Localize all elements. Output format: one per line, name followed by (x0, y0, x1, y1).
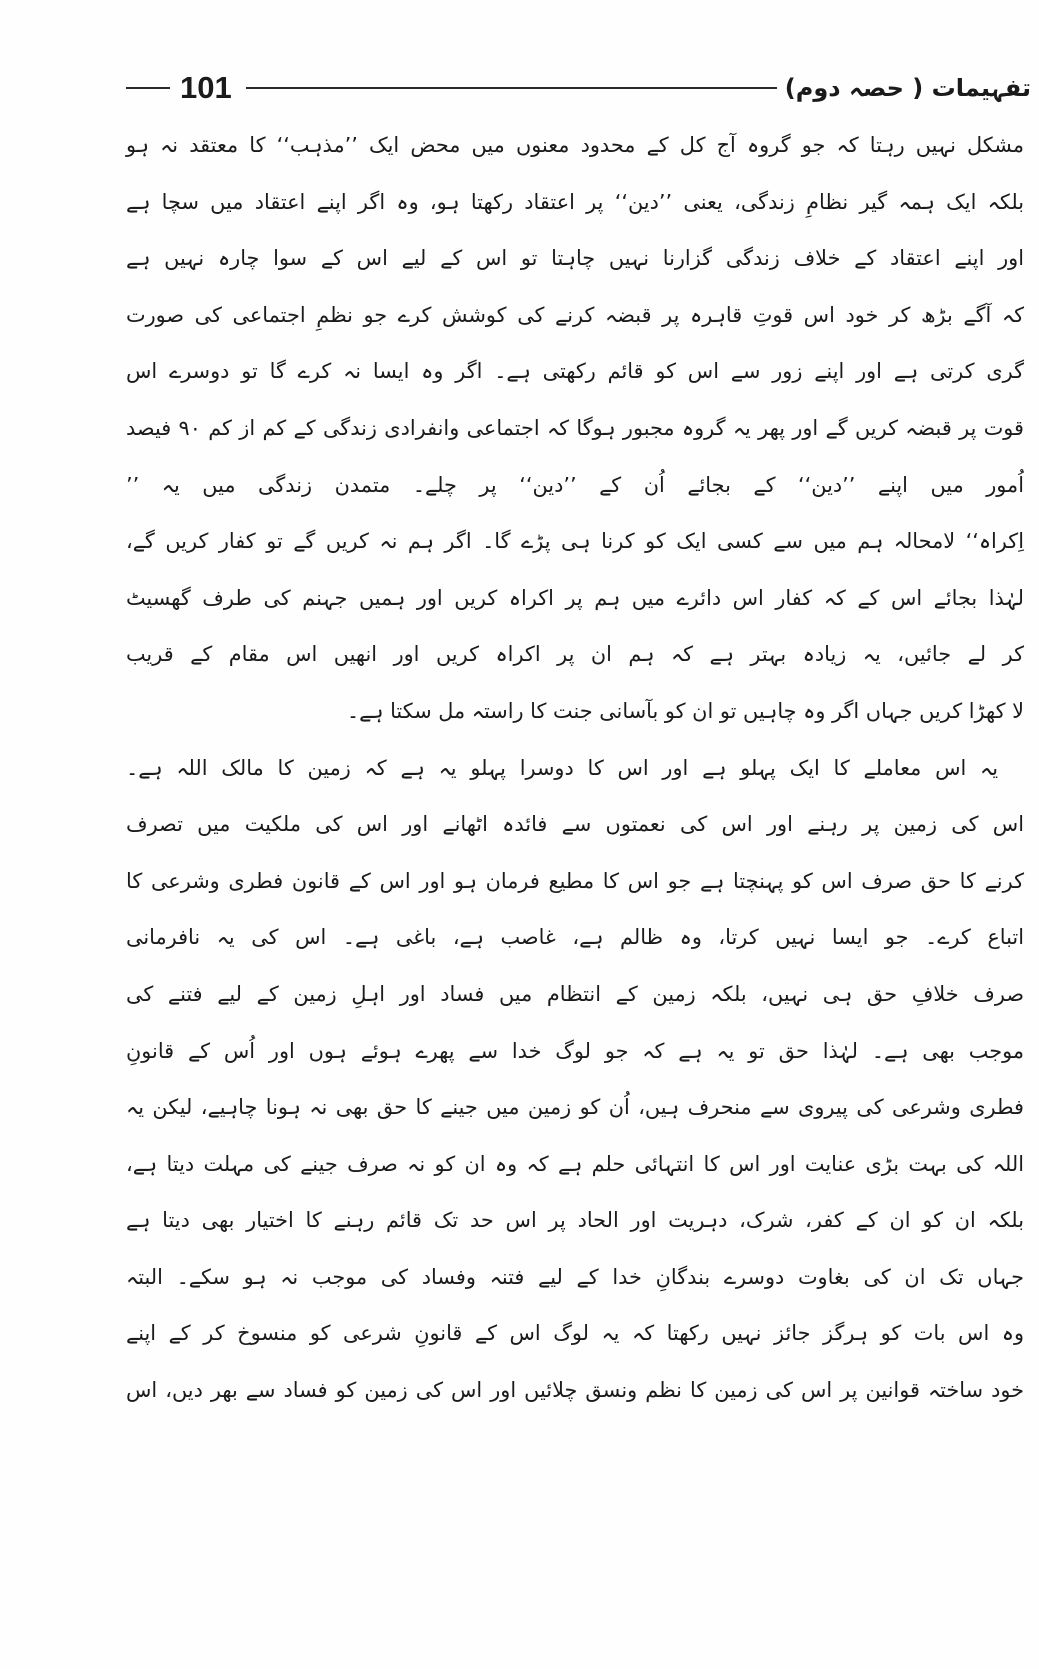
text-line: موجب بھی ہے۔ لہٰذا حق تو یہ ہے کہ جو لوگ خدا سے پھرے ہوئے ہوں اور اُس کے قانونِ (126, 1038, 1024, 1063)
text-line: اور اپنے اعتقاد کے خلاف زندگی گزارنا نہیں چاہتا تو اس کے لیے اس کے سوا چارہ نہیں ہے (126, 246, 1024, 271)
text-line-row (126, 1249, 1024, 1306)
text-line-row (126, 966, 1024, 1023)
text-line: کہ آگے بڑھ کر خود اس قوتِ قاہرہ پر قبضہ کرنے کی کوشش کرے جو نظمِ اجتماعی کی صورت (126, 302, 1024, 327)
header-rule (246, 87, 777, 89)
text-line: کر لے جائیں، یہ زیادہ بہتر ہے کہ ہم ان پر اکراہ کریں اور انھیں اس مقام کے قریب (126, 642, 1024, 667)
header-rule-short (126, 87, 170, 89)
text-line-row (126, 230, 1024, 287)
text-line-row (126, 570, 1024, 627)
text-line-row (126, 853, 1024, 910)
text-line: اِکراہ‘‘ لامحالہ ہم میں سے کسی ایک کو کرنا ہی پڑے گا۔ اگر ہم نہ کریں گے تو کفار کریں گے، (126, 529, 1024, 554)
text-line-row (126, 174, 1024, 231)
text-line: یہ اس معاملے کا ایک پہلو ہے اور اس کا دوسرا پہلو یہ ہے کہ زمین کا مالک اللہ ہے۔ (126, 755, 998, 780)
text-line-row (126, 626, 1024, 683)
text-line-row (126, 287, 1024, 344)
text-line-row (126, 1079, 1024, 1136)
text-line: لہٰذا بجائے اس کے کہ کفار اس دائرے میں ہم پر اکراہ کریں اور ہمیں جہنم کی طرف گھسیٹ (126, 585, 1024, 610)
text-line-row (126, 117, 1024, 174)
text-line: وہ اس بات کو ہرگز جائز نہیں رکھتا کہ یہ لوگ اس کے قانونِ شرعی کو منسوخ کر کے اپنے (126, 1321, 1024, 1346)
text-line: اللہ کی بہت بڑی عنایت اور اس کا انتہائی حلم ہے کہ وہ ان کو نہ صرف جینے کی مہلت دیتا ہے، (126, 1151, 1024, 1176)
text-line: فطری وشرعی کی پیروی سے منحرف ہیں، اُن کو زمین میں جینے کا حق بھی نہ ہونا چاہیے، لیکن یہ (126, 1095, 1024, 1120)
text-line: لا کھڑا کریں جہاں اگر وہ چاہیں تو ان کو بآسانی جنت کا راستہ مل سکتا ہے۔ (346, 698, 1024, 723)
running-header-title: تفہیمات ( حصہ دوم) (784, 74, 1031, 102)
text-line-row (126, 1136, 1024, 1193)
text-line: جہاں تک ان کی بغاوت دوسرے بندگانِ خدا کے لیے فتنہ وفساد کی موجب نہ ہو سکے۔ البتہ (126, 1264, 1024, 1289)
text-line-row (126, 457, 1024, 514)
text-line: خود ساختہ قوانین پر اس کی زمین کا نظم ونسق چلائیں اور اس کی زمین کو فساد سے بھر دیں، اس (126, 1378, 1024, 1403)
text-line-row (126, 1023, 1024, 1080)
text-line-row (126, 1305, 1024, 1362)
text-line: بلکہ ان کو ان کے کفر، شرک، دہریت اور الحاد پر اس حد تک قائم رہنے کا اختیار بھی دیتا ہے (126, 1208, 1024, 1233)
page-number: 101 (180, 70, 232, 105)
text-line: اس کی زمین پر رہنے اور اس کی نعمتوں سے فائدہ اٹھانے اور اس کی ملکیت میں تصرف (126, 812, 1024, 837)
text-line: گری کرتی ہے اور اپنے زور سے اس کو قائم رکھتی ہے۔ اگر وہ ایسا نہ کرے گا تو دوسرے اس (126, 359, 1024, 384)
text-line-row (126, 343, 1024, 400)
text-line: اتباع کرے۔ جو ایسا نہیں کرتا، وہ ظالم ہے، غاصب ہے، باغی ہے۔ اس کی یہ نافرمانی (126, 925, 1024, 950)
body-text (126, 117, 1024, 1419)
text-line-row (126, 909, 1024, 966)
paragraph-last-line-row (126, 683, 1024, 740)
text-line: بلکہ ایک ہمہ گیر نظامِ زندگی، یعنی ’’دین‘‘ پر اعتقاد رکھتا ہو، وہ اگر اپنے اعتقاد میں سچا ہے (126, 189, 1024, 214)
paragraph-first-line-row (126, 740, 1024, 797)
text-line-row (126, 1362, 1024, 1419)
text-line-row (126, 796, 1024, 853)
text-line: مشکل نہیں رہتا کہ جو گروہ آج کل کے محدود معنوں میں محض ایک ’’مذہب‘‘ کا معتقد نہ ہو (126, 133, 1024, 157)
text-line-row (126, 513, 1024, 570)
text-line: قوت پر قبضہ کریں گے اور پھر یہ گروہ مجبور ہوگا کہ اجتماعی وانفرادی زندگی کے کم از کم ۹۰ فیصد (126, 415, 1024, 440)
text-line-row (126, 400, 1024, 457)
text-line-row (126, 1192, 1024, 1249)
text-line: صرف خلافِ حق ہی نہیں، بلکہ زمین کے انتظام میں فساد اور اہلِ زمین کے لیے فتنے کی (126, 981, 1024, 1006)
text-line: کرنے کا حق صرف اس کو پہنچتا ہے جو اس کا مطیع فرمان ہو اور اس کے قانون فطری وشرعی کا (126, 868, 1024, 893)
running-header (126, 66, 1031, 110)
text-line: اُمور میں اپنے ’’دین‘‘ کے بجائے اُن کے ’’دین‘‘ پر چلے۔ متمدن زندگی میں یہ ’’ (126, 472, 1024, 497)
